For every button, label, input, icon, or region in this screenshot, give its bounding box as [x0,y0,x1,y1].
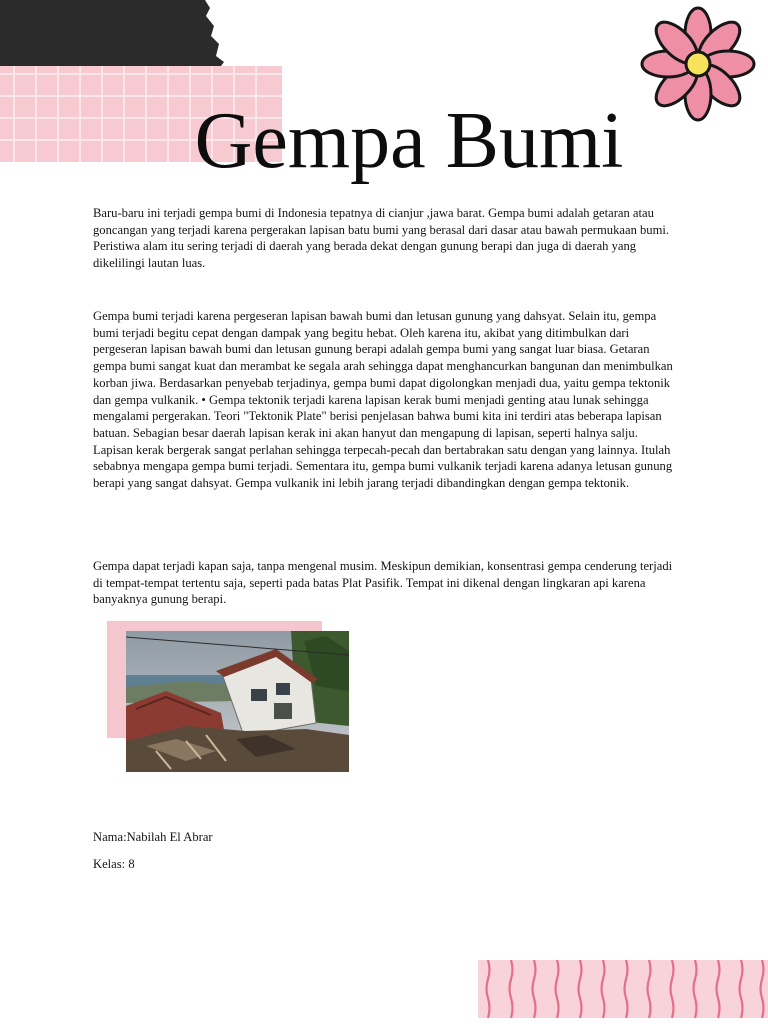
student-class: Kelas: 8 [93,857,135,871]
collapsed-house-photo [126,631,349,772]
paragraph-intro: Baru-baru ini terjadi gempa bumi di Indonesia tepatnya di cianjur ,jawa barat. Gempa bumi adalah getaran atau goncangan yang terjadi karena pergerakan lapisan batu bumi yang berasal dari dasar atau bawah permukaan bumi. Peristiwa alam itu sering terjadi di daerah yang berada dekat dengan gunung berapi dan juga di daerah yang dikelilingi lautan luas. [93,206,670,271]
student-name: Nama:Nabilah El Abrar [93,830,213,844]
paragraph-occurrence: Gempa dapat terjadi kapan saja, tanpa mengenal musim. Meskipun demikian, konsentrasi gempa cenderung terjadi di tempat-tempat tertentu saja, seperti pada batas Plat Pasifik. Tempat ini dikenal dengan lingkaran api karena banyaknya gunung berapi. [93,559,673,607]
striped-tape-decoration [478,960,768,1018]
paragraph-causes: Gempa bumi terjadi karena pergeseran lapisan bawah bumi dan letusan gunung yang dahsyat. Selain itu, gempa bumi terjadi begitu cepat dengan dampak yang begitu hebat. Oleh karena itu, akibat yang ditimbulkan dari pergeseran lapisan bawah bumi dan letusan gunung berapi adalah gempa bumi yang sangat luar biasa. Getaran gempa bumi sangat kuat dan merambat ke segala arah sehingga dapat menghancurkan bangunan dan menimbulkan korban jiwa. Berdasarkan penyebab terjadinya, gempa bumi dapat digolongkan menjadi dua, yaitu gempa tektonik dan gempa vulkanik. • Gempa tektonik terjadi karena lapisan kerak bumi menjadi genting atau lunak sehingga mengalami pergerakan. Teori "Tektonik Plate" berisi penjelasan bahwa bumi kita ini terdiri atas beberapa lapisan batuan. Sebagian besar daerah lapisan kerak ini akan hanyut dan mengapung di lapisan, seperti halnya salju. Lapisan kerak bergerak sangat perlahan sehingga terpecah-pecah dan bertabrakan satu dengan yang lainnya. Itulah sebabnya mengapa gempa bumi terjadi. Sementara itu, gempa bumi vulkanik terjadi karena adanya letusan gunung berapi yang sangat dahsyat. Gempa vulkanik ini lebih jarang terjadi dibandingkan dengan gempa tektonik. [93,309,673,491]
page-title: Gempa Bumi [194,97,624,185]
